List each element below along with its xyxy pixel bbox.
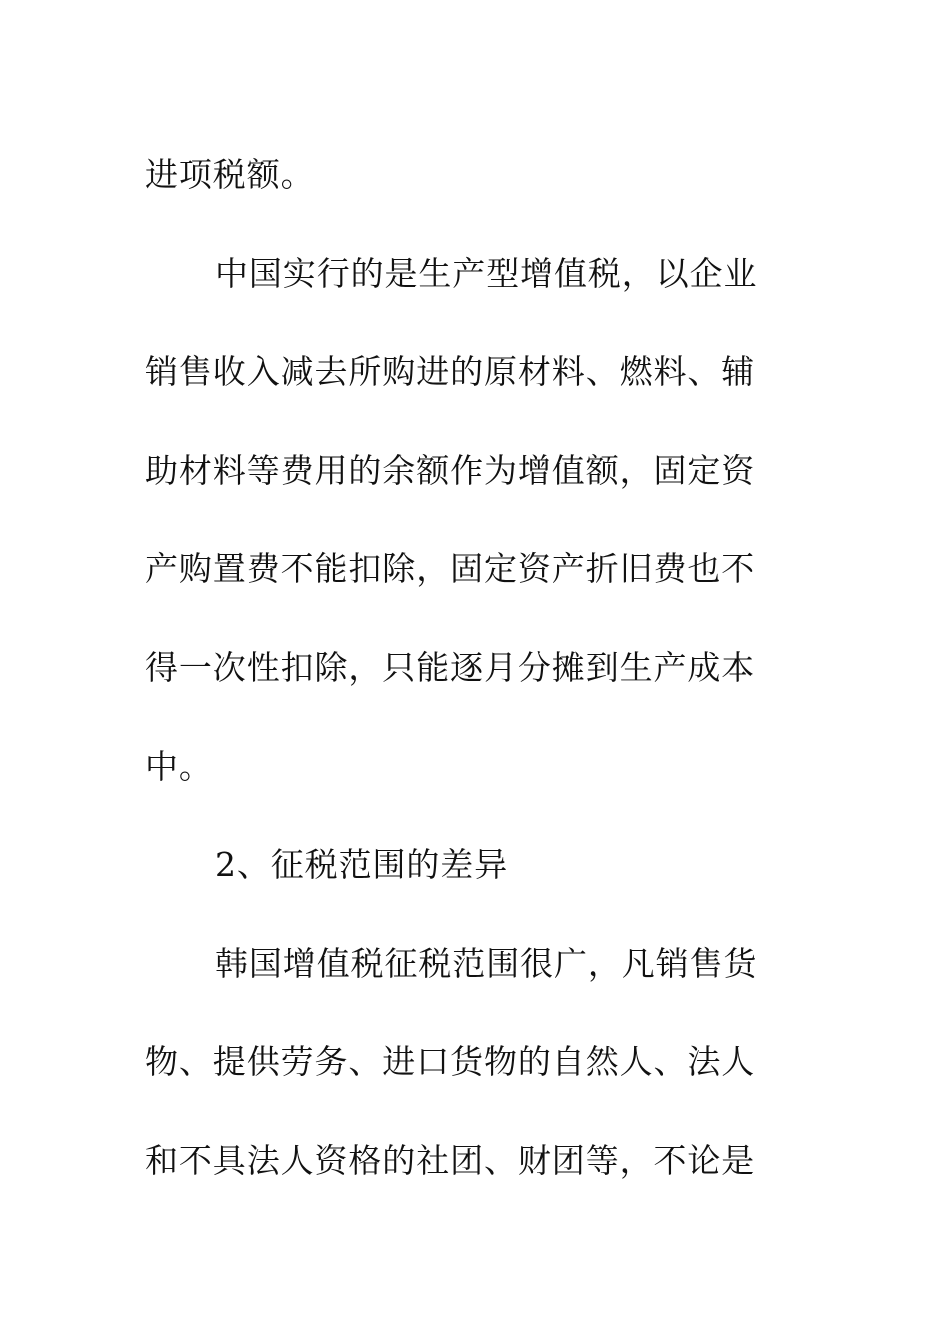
text-line-10: 物、提供劳务、进口货物的自然人、法人 — [145, 1042, 756, 1082]
text-line-2: 中国实行的是生产型增值税，以企业 — [215, 253, 758, 293]
text-line-3: 销售收入减去所购进的原材料、燃料、辅 — [145, 352, 756, 392]
section-heading: 2、征税范围的差异 — [215, 845, 509, 885]
text-line-5: 产购置费不能扣除，固定资产折旧费也不 — [145, 549, 756, 589]
text-line-1: 进项税额。 — [145, 155, 315, 194]
text-line-4: 助材料等费用的余额作为增值额，固定资 — [145, 450, 756, 490]
text-line-7: 中。 — [145, 746, 213, 786]
text-line-6: 得一次性扣除，只能逐月分摊到生产成本 — [145, 647, 756, 687]
body-text — [145, 126, 777, 1211]
text-line-11: 和不具法人资格的社团、财团等，不论是 — [145, 1140, 756, 1180]
text-line-9: 韩国增值税征税范围很广，凡销售货 — [215, 943, 758, 983]
